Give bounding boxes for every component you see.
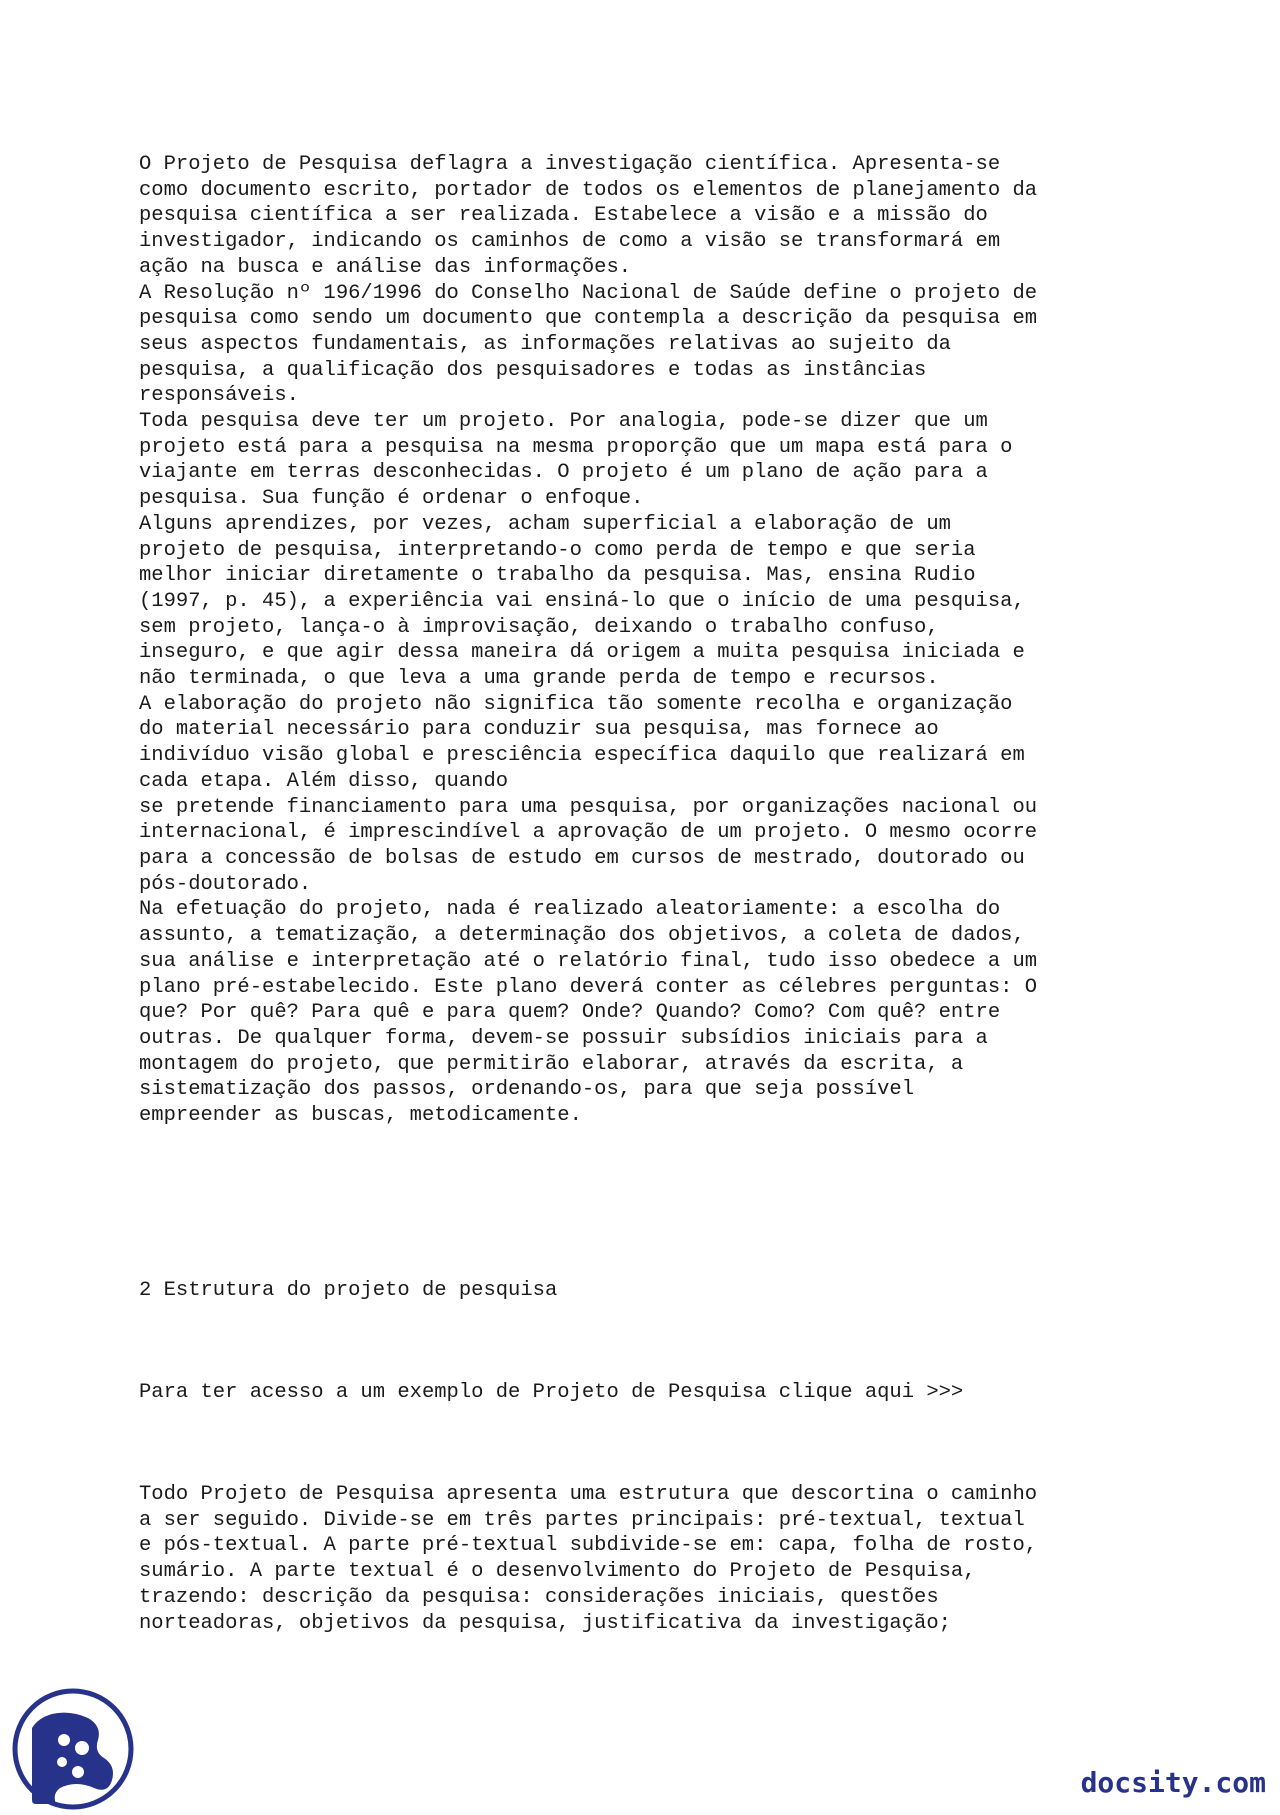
- docsity-wordmark[interactable]: docsity.com: [1080, 1766, 1266, 1799]
- example-project-link[interactable]: Para ter acesso a um exemplo de Projeto de Pesquisa clique aqui >>>: [139, 1381, 964, 1404]
- section-heading: 2 Estrutura do projeto de pesquisa: [139, 1279, 558, 1302]
- paragraph: O Projeto de Pesquisa deflagra a investigação científica. Apresenta-se como documento escrito, portador de todos os elementos de planejamento da pesquisa científica a ser realizada. Estabelece a visão e a missão do investigador, indicando os caminhos de como a visão se transformará em ação na busca e análise das informações.: [139, 153, 1038, 279]
- docsity-logo-icon: [12, 1688, 134, 1810]
- paragraph: Na efetuação do projeto, nada é realizado aleatoriamente: a escolha do assunto, a tematização, a determinação dos objetivos, a coleta de dados, sua análise e interpretação até o relatório final, tudo isso obedece a um plano pré-estabelecido. Este plano deverá conter as célebres perguntas: O que? Por quê? Para quê e para quem? Onde? Quando? Como? Com quê? entre outras. De qualquer forma, devem-se possuir subsídios iniciais para a montagem do projeto, que permitirão elaborar, através da escrita, a sistematização dos passos, ordenando-os, para que seja possível empreender as buscas, metodicamente.: [139, 898, 1038, 1128]
- paragraph: Alguns aprendizes, por vezes, acham superficial a elaboração de um projeto de pesquisa, interpretando-o como perda de tempo e que seria melhor iniciar diretamente o trabalho da pesquisa. Mas, ensina Rudio (1997, p. 45), a experiência vai ensiná-lo que o início de uma pesquisa, sem projeto, lança-o à improvisação, deixando o trabalho confuso, inseguro, e que agir dessa maneira dá origem a muita pesquisa iniciada e não terminada, o que leva a uma grande perda de tempo e recursos.: [139, 512, 1025, 691]
- document-body: [139, 152, 1149, 1129]
- paragraph: Toda pesquisa deve ter um projeto. Por analogia, pode-se dizer que um projeto está para a pesquisa na mesma proporção que um mapa está para o viajante em terras desconhecidas. O projeto é um plano de ação para a pesquisa. Sua função é ordenar o enfoque.: [139, 410, 1013, 511]
- structure-description: [139, 1482, 1149, 1636]
- paragraph: A Resolução nº 196/1996 do Conselho Nacional de Saúde define o projeto de pesquisa como sendo um documento que contempla a descrição da pesquisa em seus aspectos fundamentais, as informações relativas ao sujeito da pesquisa, a qualificação dos pesquisadores e todas as instâncias responsáveis.: [139, 281, 1038, 408]
- paragraph: A elaboração do projeto não significa tão somente recolha e organização do material necessário para conduzir sua pesquisa, mas fornece ao indivíduo visão global e presciência específica daquilo que realizará em cada etapa. Além disso, quando se pretende financiamento para uma pesquisa, por organizações nacional ou internacional, é imprescindível a aprovação de um projeto. O mesmo ocorre para a concessão de bolsas de estudo em cursos de mestrado, doutorado ou pós-doutorado.: [139, 692, 1038, 896]
- docsity-logo-icon[interactable]: [12, 1688, 134, 1810]
- paragraph: Todo Projeto de Pesquisa apresenta uma estrutura que descortina o caminho a ser seguido. Divide-se em três partes principais: pré-textual, textual e pós-textual. A parte pré-textual subdivide-se em: capa, folha de rosto, sumário. A parte textual é o desenvolvimento do Projeto de Pesquisa, trazendo: descrição da pesquisa: considerações iniciais, questões norteadoras, objetivos da pesquisa, justificativa da investigação;: [139, 1483, 1038, 1635]
